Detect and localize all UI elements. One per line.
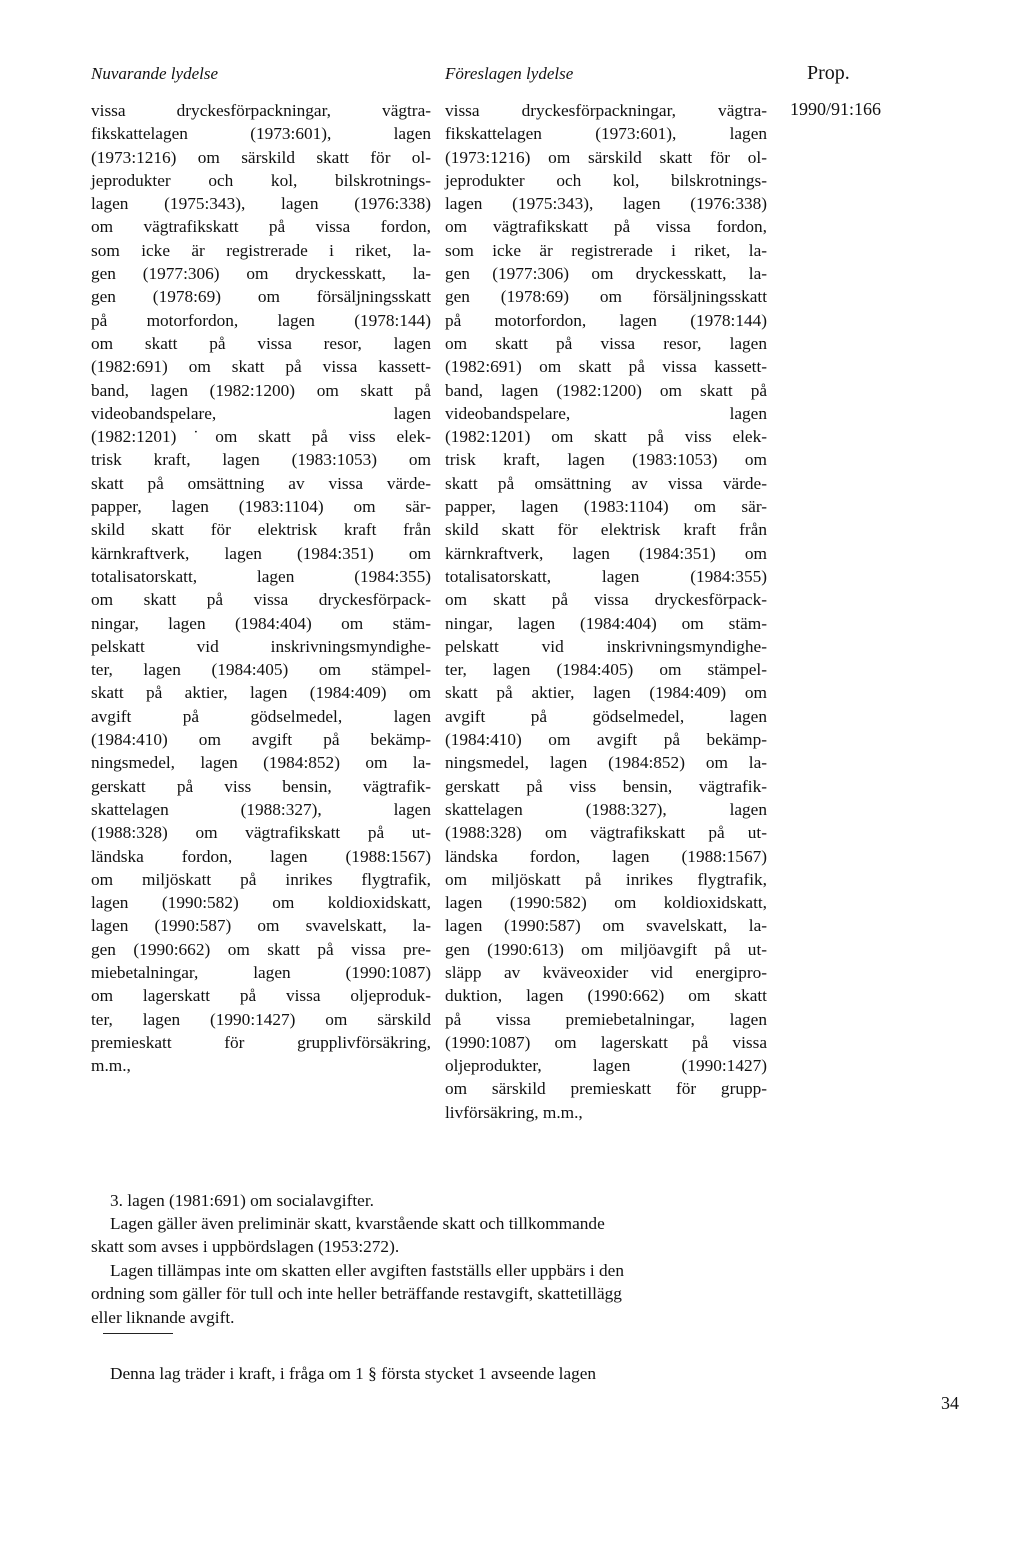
- text-line: (1984:410) om avgift på bekämp-: [445, 730, 767, 750]
- text-line: (1973:1216) om särskild skatt för ol-: [445, 147, 767, 167]
- text-line: avgift på gödselmedel, lagen: [445, 706, 767, 726]
- text-line: fikskattelagen (1973:601), lagen: [91, 124, 431, 144]
- text-line: lagen (1990:582) om koldioxidskatt,: [445, 893, 767, 913]
- text-line: ter, lagen (1984:405) om stämpel-: [445, 660, 767, 680]
- text-line: duktion, lagen (1990:662) om skatt: [445, 986, 767, 1006]
- text-line: trisk kraft, lagen (1983:1053) om: [445, 450, 767, 470]
- text-line: gen (1977:306) om dryckesskatt, la-: [445, 264, 767, 284]
- text-line: skatt på omsättning av vissa värde-: [91, 473, 431, 493]
- text-line: ter, lagen (1990:1427) om särskild: [91, 1009, 431, 1029]
- text-line: som icke är registrerade i riket, la-: [91, 240, 431, 260]
- text-line: kärnkraftverk, lagen (1984:351) om: [445, 543, 767, 563]
- text-line: eller liknande avgift.: [91, 1307, 235, 1327]
- page-number: 34: [941, 1393, 959, 1413]
- prop-label: Prop.: [807, 62, 850, 84]
- text-line: skatt som avses i uppbördslagen (1953:272).: [91, 1237, 400, 1257]
- text-line: skild skatt för elektrisk kraft från: [91, 520, 431, 540]
- text-line: ländska fordon, lagen (1988:1567): [91, 846, 431, 866]
- text-line: skattelagen (1988:327), lagen: [91, 799, 431, 819]
- text-line: miebetalningar, lagen (1990:1087): [91, 962, 431, 982]
- text-line: ningsmedel, lagen (1984:852) om la-: [91, 753, 431, 773]
- text-line: (1982:1201) om skatt på viss elek-: [445, 427, 767, 447]
- text-line: jeprodukter och kol, bilskrotnings-: [91, 170, 431, 190]
- text-line: (1984:410) om avgift på bekämp-: [91, 730, 431, 750]
- current-wording-column: [91, 99, 431, 1077]
- text-line: gen (1990:613) om miljöavgift på ut-: [445, 939, 767, 959]
- left-column-header: Nuvarande lydelse: [91, 64, 218, 83]
- text-line: ter, lagen (1984:405) om stämpel-: [91, 660, 431, 680]
- text-line: om skatt på vissa resor, lagen: [91, 333, 431, 353]
- text-line: om skatt på vissa dryckesförpack-: [91, 590, 431, 610]
- text-line: (1982:1201)˙om skatt på viss elek-: [91, 427, 431, 447]
- text-line: (1988:328) om vägtrafikskatt på ut-: [445, 823, 767, 843]
- text-line: om skatt på vissa resor, lagen: [445, 333, 767, 353]
- text-line: avgift på gödselmedel, lagen: [91, 706, 431, 726]
- text-line: lagen (1975:343), lagen (1976:338): [445, 194, 767, 214]
- text-line: lagen (1990:587) om svavelskatt, la-: [91, 916, 431, 936]
- text-line: gerskatt på viss bensin, vägtrafik-: [445, 776, 767, 796]
- text-line: ländska fordon, lagen (1988:1567): [445, 846, 767, 866]
- paragraph-application: [91, 1259, 767, 1329]
- text-line: lagen (1990:587) om svavelskatt, la-: [445, 916, 767, 936]
- prop-number: 1990/91:166: [790, 99, 882, 119]
- text-line: om lagerskatt på vissa oljeproduk-: [91, 986, 431, 1006]
- proposed-wording-column: [445, 99, 767, 1124]
- text-line: ordning som gäller för tull och inte heller beträffande restavgift, skattetillägg: [91, 1284, 622, 1304]
- text-line: på vissa premiebetalningar, lagen: [445, 1009, 767, 1029]
- text-line: släpp av kväveoxider vid energipro-: [445, 962, 767, 982]
- footnote-rule: [103, 1333, 173, 1334]
- text-line: fikskattelagen (1973:601), lagen: [445, 124, 767, 144]
- text-line: papper, lagen (1983:1104) om sär-: [445, 497, 767, 517]
- text-line: m.m.,: [91, 1056, 131, 1076]
- footnote-text: Denna lag träder i kraft, i fråga om 1 § första stycket 1 avseende lagen: [110, 1364, 597, 1383]
- text-line: totalisatorskatt, lagen (1984:355): [445, 566, 767, 586]
- right-column-header: Föreslagen lydelse: [445, 64, 574, 83]
- text-line: totalisatorskatt, lagen (1984:355): [91, 566, 431, 586]
- text-line: skild skatt för elektrisk kraft från: [445, 520, 767, 540]
- text-line: om vägtrafikskatt på vissa fordon,: [445, 217, 767, 237]
- text-line: gen (1978:69) om försäljningsskatt: [91, 287, 431, 307]
- text-line: gerskatt på viss bensin, vägtrafik-: [91, 776, 431, 796]
- text-line: om vägtrafikskatt på vissa fordon,: [91, 217, 431, 237]
- text-line: om miljöskatt på inrikes flygtrafik,: [91, 869, 431, 889]
- text-line: skatt på aktier, lagen (1984:409) om: [445, 683, 767, 703]
- item-3-text: 3. lagen (1981:691) om socialavgifter.: [110, 1191, 374, 1210]
- text-line: videobandspelare, lagen: [91, 403, 431, 423]
- text-line: pelskatt vid inskrivningsmyndighe-: [445, 636, 767, 656]
- text-line: Lagen gäller även preliminär skatt, kvarstående skatt och tillkommande: [110, 1214, 605, 1233]
- text-line: vissa dryckesförpackningar, vägtra-: [91, 101, 431, 120]
- text-line: ningar, lagen (1984:404) om stäm-: [91, 613, 431, 633]
- text-line: premieskatt för grupplivförsäkring,: [91, 1032, 431, 1052]
- text-line: Lagen tillämpas inte om skatten eller avgiften fastställs eller uppbärs i den: [110, 1261, 624, 1280]
- text-line: (1982:691) om skatt på vissa kassett-: [91, 357, 431, 377]
- text-line: vissa dryckesförpackningar, vägtra-: [445, 101, 767, 120]
- paragraph-preliminary-tax: [91, 1212, 767, 1259]
- text-line: oljeprodukter, lagen (1990:1427): [445, 1056, 767, 1076]
- text-line: skattelagen (1988:327), lagen: [445, 799, 767, 819]
- text-line: lagen (1990:582) om koldioxidskatt,: [91, 893, 431, 913]
- text-line: gen (1990:662) om skatt på vissa pre-: [91, 939, 431, 959]
- text-line: om miljöskatt på inrikes flygtrafik,: [445, 869, 767, 889]
- item-3: [91, 1189, 767, 1212]
- text-line: kärnkraftverk, lagen (1984:351) om: [91, 543, 431, 563]
- text-line: (1982:691) om skatt på vissa kassett-: [445, 357, 767, 377]
- text-line: ningar, lagen (1984:404) om stäm-: [445, 613, 767, 633]
- text-line: pelskatt vid inskrivningsmyndighe-: [91, 636, 431, 656]
- text-line: jeprodukter och kol, bilskrotnings-: [445, 170, 767, 190]
- text-line: om särskild premieskatt för grupp-: [445, 1079, 767, 1099]
- text-line: skatt på aktier, lagen (1984:409) om: [91, 683, 431, 703]
- text-line: om skatt på vissa dryckesförpack-: [445, 590, 767, 610]
- text-line: ningsmedel, lagen (1984:852) om la-: [445, 753, 767, 773]
- text-line: videobandspelare, lagen: [445, 403, 767, 423]
- text-line: band, lagen (1982:1200) om skatt på: [91, 380, 431, 400]
- footnote: [91, 1362, 767, 1385]
- text-line: lagen (1975:343), lagen (1976:338): [91, 194, 431, 214]
- text-line: (1988:328) om vägtrafikskatt på ut-: [91, 823, 431, 843]
- text-line: gen (1978:69) om försäljningsskatt: [445, 287, 767, 307]
- text-line: band, lagen (1982:1200) om skatt på: [445, 380, 767, 400]
- text-line: på motorfordon, lagen (1978:144): [91, 310, 431, 330]
- text-line: papper, lagen (1983:1104) om sär-: [91, 497, 431, 517]
- text-line: (1990:1087) om lagerskatt på vissa: [445, 1032, 767, 1052]
- text-line: skatt på omsättning av vissa värde-: [445, 473, 767, 493]
- text-line: (1973:1216) om särskild skatt för ol-: [91, 147, 431, 167]
- text-line: livförsäkring, m.m.,: [445, 1102, 583, 1122]
- text-line: som icke är registrerade i riket, la-: [445, 240, 767, 260]
- text-line: trisk kraft, lagen (1983:1053) om: [91, 450, 431, 470]
- text-line: på motorfordon, lagen (1978:144): [445, 310, 767, 330]
- text-line: gen (1977:306) om dryckesskatt, la-: [91, 264, 431, 284]
